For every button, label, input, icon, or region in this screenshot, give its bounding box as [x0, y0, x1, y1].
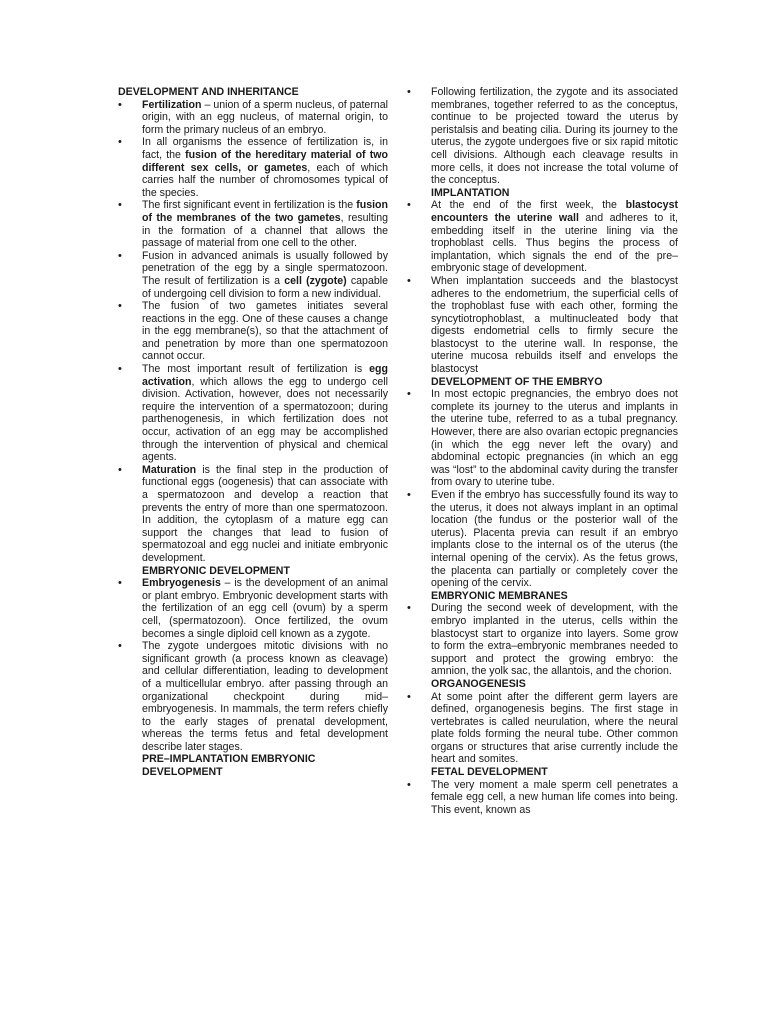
bullet-icon: • [118, 98, 122, 111]
bullet-item [118, 136, 388, 199]
section-heading: DEVELOPMENT OF THE EMBRYO [431, 375, 603, 388]
body-text: capable of undergoing cell division to form a new individual. [142, 274, 388, 300]
bullet-item [407, 779, 678, 817]
bold-term: fusion of the membranes of the two gametes [142, 199, 388, 224]
body-text: – union of a sperm nucleus, of paternal origin, with an egg nucleus, of maternal origin, to form the primary nucleus of an embryo. [142, 98, 388, 136]
bold-term: Fertilization [142, 98, 202, 111]
bullet-list [118, 99, 388, 565]
bullet-item [118, 363, 388, 464]
bullet-icon: • [407, 86, 411, 98]
bullet-item [118, 640, 388, 753]
bullet-list [407, 779, 678, 817]
section-heading: FETAL DEVELOPMENT [431, 766, 548, 779]
body-text: , which allows the egg to undergo cell division. Activation, however, does not necessarily require the intervention of a spermatozoon; during parthenogenesis, in which fertilization does not occur, activation of an egg may be accomplished through the intervention of physical and chemical agents. [142, 375, 388, 464]
bullet-icon: • [118, 136, 122, 149]
bold-term: fusion of the hereditary material of two different sex cells, or gametes [142, 148, 388, 174]
bullet-item [407, 602, 678, 678]
bold-term: cell (zygote) [284, 274, 347, 287]
bullet-icon: • [118, 363, 122, 376]
section-heading: DEVELOPMENT AND INHERITANCE [118, 86, 299, 98]
body-text: At some point after the different germ layers are defined, organogenesis begins. The first stage in vertebrates is called neurulation, where the neural plate folds forming the neural tube. Other common organs or structures that arise currently include the heart and somites. [431, 690, 678, 766]
bold-term: Maturation [142, 463, 197, 476]
body-text: During the second week of development, with the embryo implanted in the uterus, cells within the blastocyst start to organize into layers. Some grow to form the extra–embryonic membranes needed to support and protect the growing embryo: the amnion, the yolk sac, the allantois, and the chorion. [431, 602, 678, 678]
body-text: Even if the embryo has successfully found its way to the uterus, it does not always implant in an optimal location (the fundus or the posterior wall of the uterus). Placenta previa can result if an embryo implants close to the internal os of the uterus (the internal opening of the cervix). As the fetus grows, the placenta can partially or completely cover the opening of the cervix. [431, 489, 678, 590]
body-text: The most important result of fertilization is [142, 363, 370, 376]
body-text: The zygote undergoes mitotic divisions with no significant growth (a process known as cleavage) and cellular differentiation, leading to development of a multicellular embryo. after passing through an organizational checkpoint during mid–embryogenesis. In mammals, the term refers chiefly to the early stages of prenatal development, whereas the terms fetus and fetal development describe later stages. [142, 640, 388, 753]
bullet-icon: • [118, 577, 122, 590]
bullet-icon: • [407, 690, 411, 703]
bullet-icon: • [118, 249, 122, 262]
body-text: is the final step in the production of functional eggs (oogenesis) that can associate with a spermatozoon and develop a reaction that prevents the entry of more than one spermatozoon. In addition, the cytoplasm of a mature egg can support the changes that lead to fusion of spermatozoal and egg nuclei and initiate embryonic development. [142, 463, 388, 564]
bullet-list [407, 602, 678, 678]
bullet-icon: • [118, 640, 122, 653]
body-text: In most ectopic pregnancies, the embryo does not complete its journey to the uterus and implants in the uterine tube, referred to as a tubal pregnancy. However, there are also ovarian ectopic pregnancies (in which the egg never left the ovary) and abdominal ectopic pregnancies (in which an egg was “lost” to the abdominal cavity during the transfer from ovary to uterine tube. [431, 388, 678, 489]
right-column [407, 86, 678, 816]
bullet-list [407, 199, 678, 375]
body-text: In all organisms the essence of fertilization is, in fact, the [142, 136, 388, 161]
section-heading: PRE–IMPLANTATION EMBRYONIC DEVELOPMENT [142, 753, 316, 779]
bold-term: blastocyst encounters the uterine wall [431, 199, 678, 224]
bullet-icon: • [407, 388, 411, 401]
bullet-icon: • [407, 778, 411, 791]
body-text: When implantation succeeds and the blastocyst adheres to the endometrium, the superficial cells of the trophoblast fuse with each other, forming the syncytiotrophoblast, a multinucleated body that digests endometrial cells to firmly secure the blastocyst to the uterine wall. In response, the uterine mucosa rebuilds itself and envelops the blastocyst [431, 274, 678, 376]
bullet-icon: • [407, 199, 411, 212]
body-text: – is the development of an animal or plant embryo. Embryonic development starts with the fertilization of an egg cell (ovum) by a sperm cell, (spermatozoon). Once fertilized, the ovum becomes a single diploid cell known as a zygote. [142, 577, 388, 640]
bullet-item [407, 199, 678, 275]
body-text: At the end of the first week, the [431, 199, 626, 212]
section-heading: IMPLANTATION [431, 186, 510, 199]
bold-term: egg activation [142, 363, 388, 388]
bullet-item [407, 691, 678, 767]
bullet-item [118, 464, 388, 565]
bullet-list [407, 388, 678, 590]
bullet-item [118, 199, 388, 249]
bullet-item [118, 99, 388, 137]
body-text: The first significant event in fertilization is the [142, 199, 357, 212]
body-text: The very moment a male sperm cell penetrates a female egg cell, a new human life comes into being. This event, known as [431, 778, 678, 816]
bullet-icon: • [118, 463, 122, 476]
section-heading: ORGANOGENESIS [431, 677, 526, 690]
section-heading: EMBRYONIC DEVELOPMENT [142, 564, 290, 577]
body-text: , resulting in the formation of a channel that allows the passage of material from one cell to the other. [142, 211, 388, 250]
body-text: and adheres to it, embedding itself in the uterine lining via the trophoblast cells. Thus begins the process of implantation, which signals the end of the pre–embryonic stage of development. [431, 211, 678, 275]
bullet-item [407, 489, 678, 590]
body-text: The fusion of two gametes initiates several reactions in the egg. One of these causes a change in the egg membrane(s), so that the attachment of and penetration by more than one spermatozoon cannot occur. [142, 300, 388, 363]
left-column [118, 86, 388, 779]
bullet-list [407, 691, 678, 767]
bullet-item [118, 577, 388, 640]
body-text: Fusion in advanced animals is usually followed by penetration of the egg by a single spermatozoon. The result of fertilization is a [142, 249, 388, 287]
bullet-list [118, 577, 388, 753]
bullet-item [118, 250, 388, 300]
bullet-icon: • [407, 274, 411, 287]
bullet-item [407, 275, 678, 376]
bold-term: Embryogenesis [142, 577, 221, 590]
bullet-icon: • [118, 199, 122, 212]
bullet-item [407, 86, 678, 187]
body-text: Following fertilization, the zygote and its associated membranes, together referred to as the conceptus, continue to be projected toward the uterus by peristalsis and beating cilia. During its journey to the uterus, the zygote undergoes five or six rapid mitotic cell divisions. Although each cleavage results in more cells, it does not increase the total volume of the conceptus. [431, 86, 678, 187]
bullet-icon: • [118, 300, 122, 313]
section-heading: EMBRYONIC MEMBRANES [431, 589, 568, 602]
bullet-item [407, 388, 678, 489]
bullet-item [118, 300, 388, 363]
bullet-list [407, 86, 678, 187]
bullet-icon: • [407, 602, 411, 615]
bullet-icon: • [407, 489, 411, 501]
body-text: , each of which carries half the number of chromosomes typical of the species. [142, 161, 388, 199]
